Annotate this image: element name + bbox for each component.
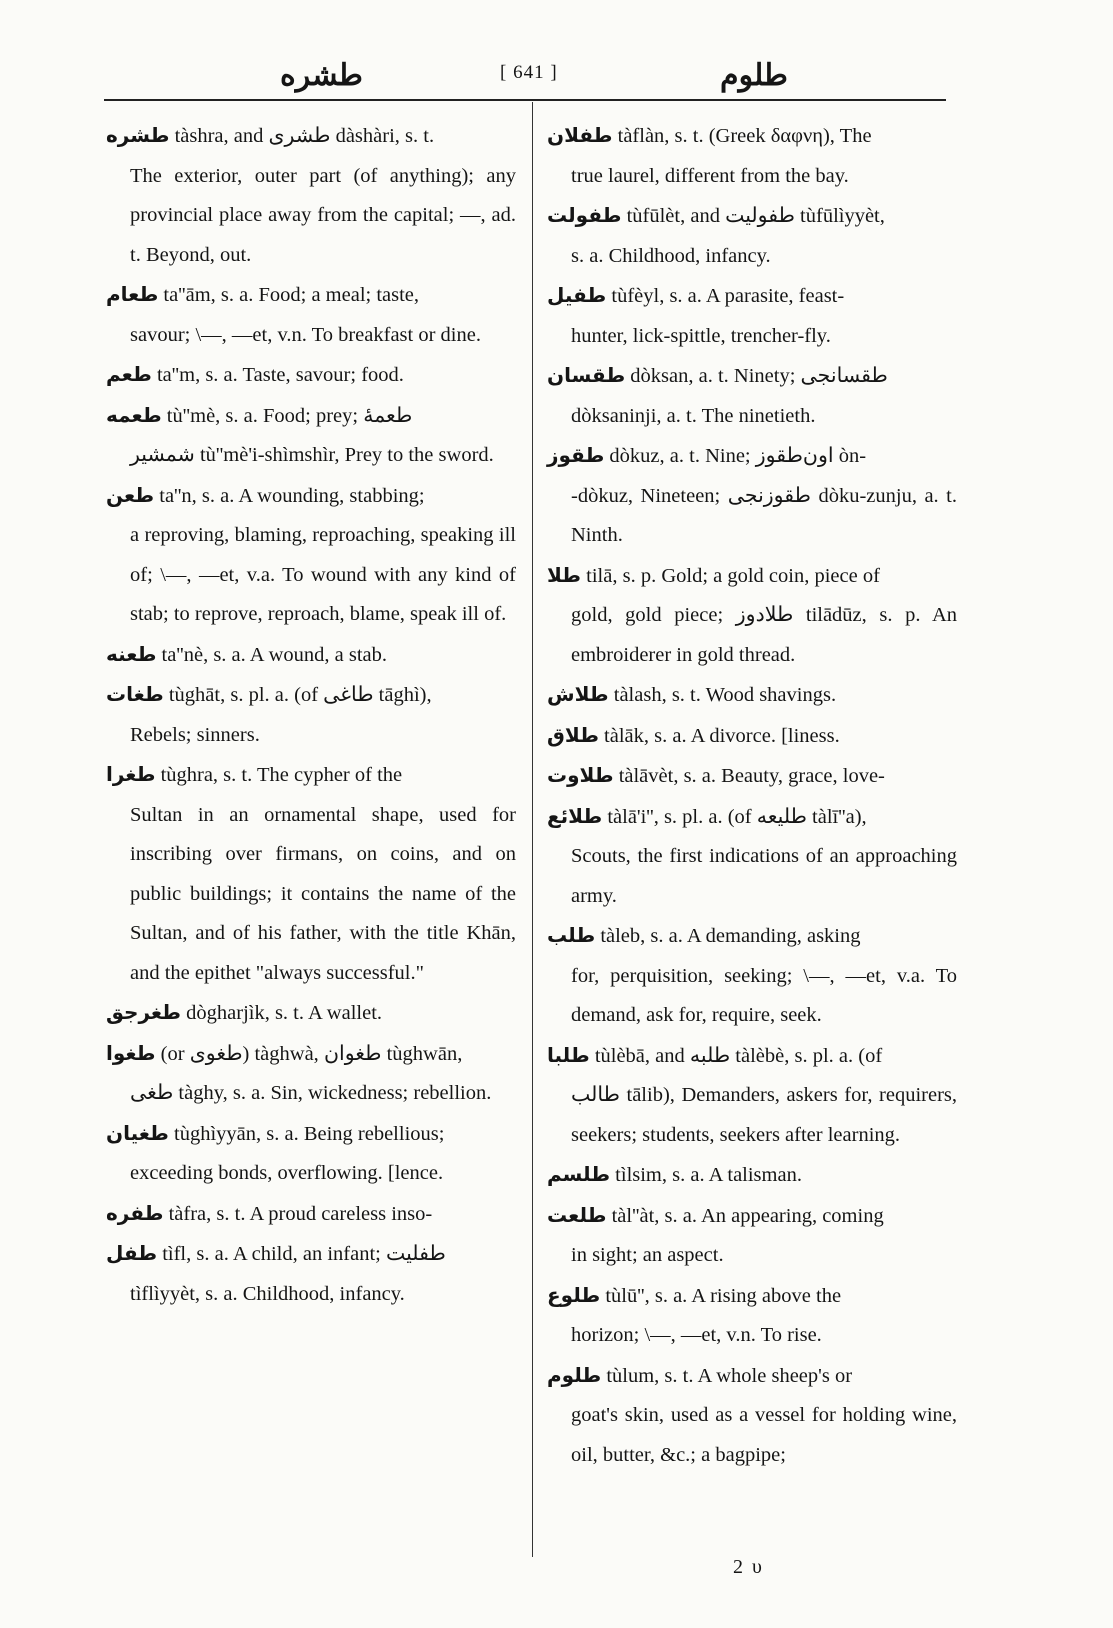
entry-arabic: طفره [106, 1200, 164, 1225]
entry-continuation: -dòkuz, Nineteen; طقوزنجی dòku-zunju, a. t. Ninth. [571, 484, 957, 546]
entry-definition: tùlèbā, and طلبه tàlèbè, s. pl. a. (of [594, 1044, 883, 1067]
page-number: [ 641 ] [500, 62, 558, 83]
entry-definition: dòksan, a. t. Ninety; طقسانجی [630, 365, 888, 387]
entry-continuation: a reproving, blaming, reproaching, speaking ill of; \—, —et, v.a. To wound with any kind of stab; to reprove, reproach, blame, speak ill of. [130, 524, 516, 625]
entry-continuation: The exterior, outer part (of anything); any provincial place away from the capital; —, ad. t. Beyond, out. [130, 164, 516, 266]
right-guide-word: طلوم [720, 59, 788, 92]
dictionary-entry [106, 993, 516, 1034]
dictionary-entry [106, 116, 516, 275]
dictionary-entry [106, 675, 516, 755]
entry-arabic: طعن [106, 482, 155, 507]
signature-mark: 2 υ [733, 1556, 764, 1578]
entry-definition: tùlū'', s. a. A rising above the [605, 1284, 842, 1307]
entry-definition: tìlsim, s. a. A talisman. [615, 1164, 802, 1186]
dictionary-entry [106, 1194, 516, 1235]
header-rule [104, 99, 946, 101]
entry-arabic: طلبا [547, 1042, 590, 1067]
entry-arabic: طقسان [547, 363, 626, 387]
entry-arabic: طغوا [106, 1040, 156, 1065]
entry-definition: tàshra, and طشری dàshàri, s. t. [174, 125, 435, 147]
entry-arabic: طفلان [547, 123, 613, 147]
entry-definition: dòkuz, a. t. Nine; اون‌طقوز òn- [609, 445, 867, 467]
entry-continuation: s. a. Childhood, infancy. [571, 244, 771, 267]
entry-definition: tàfra, s. t. A proud careless inso- [168, 1202, 433, 1225]
entry-continuation: goat's skin, used as a vessel for holding wine, oil, butter, &c.; a bagpipe; [571, 1404, 957, 1466]
entry-definition: tìfl, s. a. A child, an infant; طفلیت [162, 1243, 446, 1265]
entry-arabic: طلاق [547, 722, 599, 747]
entry-arabic: طفولت [547, 203, 622, 227]
dictionary-entry [547, 1196, 957, 1276]
entry-definition: (or طغوی) tàghwà, طغوان tùghwān, [160, 1042, 463, 1065]
entry-definition: ta''m, s. a. Taste, savour; food. [156, 364, 404, 386]
dictionary-entry [547, 675, 957, 716]
entry-arabic: طغرا [106, 762, 156, 786]
entry-definition: tàlāk, s. a. A divorce. [liness. [604, 724, 840, 747]
entry-continuation: true laurel, different from the bay. [571, 164, 849, 187]
entry-definition: tàlash, s. t. Wood shavings. [613, 684, 837, 706]
entry-arabic: طعنه [106, 641, 157, 666]
entry-continuation: tìflìyyèt, s. a. Childhood, infancy. [130, 1282, 405, 1305]
left-column [106, 116, 516, 1314]
entry-arabic: طفل [106, 1241, 158, 1265]
entry-arabic: طغرجق [106, 1000, 182, 1024]
dictionary-entry [547, 276, 957, 356]
dictionary-entry [547, 116, 957, 196]
entry-definition: tùlum, s. t. A whole sheep's or [606, 1364, 853, 1387]
dictionary-entry [106, 1234, 516, 1314]
entry-arabic: طلاوت [547, 763, 614, 787]
dictionary-entry [547, 756, 957, 797]
dictionary-entry [547, 916, 957, 1036]
entry-continuation: Scouts, the first indications of an approaching army. [571, 845, 957, 907]
entry-arabic: طغیان [106, 1120, 169, 1145]
column-divider [532, 102, 533, 1557]
dictionary-entry [106, 755, 516, 993]
entry-definition: tilā, s. p. Gold; a gold coin, piece of [586, 564, 880, 587]
entry-definition: tù''mè, s. a. Food; prey; طعمهٔ [166, 404, 413, 427]
entry-continuation: Rebels; sinners. [130, 723, 260, 746]
entry-arabic: طلاش [547, 682, 609, 706]
entry-continuation: horizon; \—, —et, v.n. To rise. [571, 1324, 822, 1346]
entry-definition: ta''nè, s. a. A wound, a stab. [161, 643, 387, 666]
entry-continuation: طالب tālib), Demanders, askers for, requirers, seekers; students, seekers after learning. [571, 1084, 957, 1146]
entry-definition: ta''n, s. a. A wounding, stabbing; [159, 484, 425, 507]
entry-arabic: طشره [106, 123, 170, 147]
entry-continuation: for, perquisition, seeking; \—, —et, v.a. To demand, ask for, require, seek. [571, 964, 957, 1026]
entry-definition: tàleb, s. a. A demanding, asking [600, 925, 861, 947]
entry-definition: tùfèyl, s. a. A parasite, feast- [611, 285, 845, 307]
dictionary-entry [547, 1276, 957, 1356]
entry-continuation: dòksaninji, a. t. The ninetieth. [571, 404, 816, 427]
entry-continuation: gold, gold piece; طلادوز tilādūz, s. p. An embroiderer in gold thread. [571, 604, 957, 666]
dictionary-entry [547, 1155, 957, 1196]
dictionary-entry [106, 635, 516, 676]
running-header [100, 56, 956, 98]
entry-arabic: طقوز [547, 443, 605, 467]
entry-continuation: savour; \—, —et, v.n. To breakfast or dine. [130, 323, 481, 346]
entry-continuation: طغی tàghy, s. a. Sin, wickedness; rebellion. [130, 1082, 492, 1104]
dictionary-entry [547, 356, 957, 436]
entry-definition: tàlāvèt, s. a. Beauty, grace, love- [618, 765, 885, 787]
entry-arabic: طلا [547, 562, 582, 587]
entry-arabic: طلوع [547, 1282, 601, 1307]
entry-continuation: hunter, lick-spittle, trencher-fly. [571, 324, 831, 347]
dictionary-entry [547, 1356, 957, 1476]
entry-continuation: in sight; an aspect. [571, 1244, 724, 1266]
dictionary-entry [547, 797, 957, 917]
entry-continuation: exceeding bonds, overflowing. [lence. [130, 1162, 444, 1184]
entry-arabic: طعمه [106, 402, 162, 427]
dictionary-entry [106, 1034, 516, 1114]
entry-arabic: طغات [106, 682, 164, 706]
entry-definition: tàlā'i'', s. pl. a. (of طلیعه tàlī''a), [607, 805, 867, 828]
entry-arabic: طلوم [547, 1362, 602, 1387]
dictionary-entry [106, 355, 516, 396]
entry-continuation: Sultan in an ornamental shape, used for inscribing over firmans, on coins, and on public buildings; it contains the name of the Sultan, and of his father, with the title Khān, and the epithet "always successful." [130, 803, 516, 984]
dictionary-entry [547, 196, 957, 276]
entry-arabic: طلعت [547, 1202, 607, 1227]
left-guide-word: طشره [280, 59, 363, 92]
entry-definition: tùghāt, s. pl. a. (of طاغی tāghì), [168, 684, 432, 706]
dictionary-entry [106, 396, 516, 476]
entry-arabic: طعم [106, 362, 152, 386]
entry-arabic: طلب [547, 923, 596, 947]
entry-continuation: شمشیر tù''mè'i-shìmshìr, Prey to the sword. [130, 444, 494, 466]
dictionary-entry [106, 1114, 516, 1194]
entry-definition: ta''ām, s. a. Food; a meal; taste, [163, 284, 420, 306]
dictionary-entry [547, 556, 957, 676]
dictionary-entry [106, 275, 516, 355]
entry-definition: tùfūlèt, and طفولیت tùfūlìyyèt, [626, 205, 885, 227]
right-column [547, 116, 957, 1475]
entry-definition: tùghìyyān, s. a. Being rebellious; [174, 1122, 445, 1145]
entry-arabic: طلسم [547, 1162, 611, 1186]
dictionary-entry [547, 1036, 957, 1156]
dictionary-entry [547, 436, 957, 556]
dictionary-entry [547, 716, 957, 757]
entry-arabic: طفیل [547, 283, 607, 307]
entry-arabic: طلائع [547, 803, 603, 828]
entry-definition: tàflàn, s. t. (Greek δαφνη), The [617, 125, 872, 147]
entry-definition: dògharjìk, s. t. A wallet. [186, 1002, 383, 1024]
dictionary-entry [106, 476, 516, 635]
entry-definition: tùghra, s. t. The cypher of the [160, 764, 403, 786]
entry-arabic: طعام [106, 282, 159, 306]
entry-definition: tàl''àt, s. a. An appearing, coming [611, 1204, 884, 1227]
